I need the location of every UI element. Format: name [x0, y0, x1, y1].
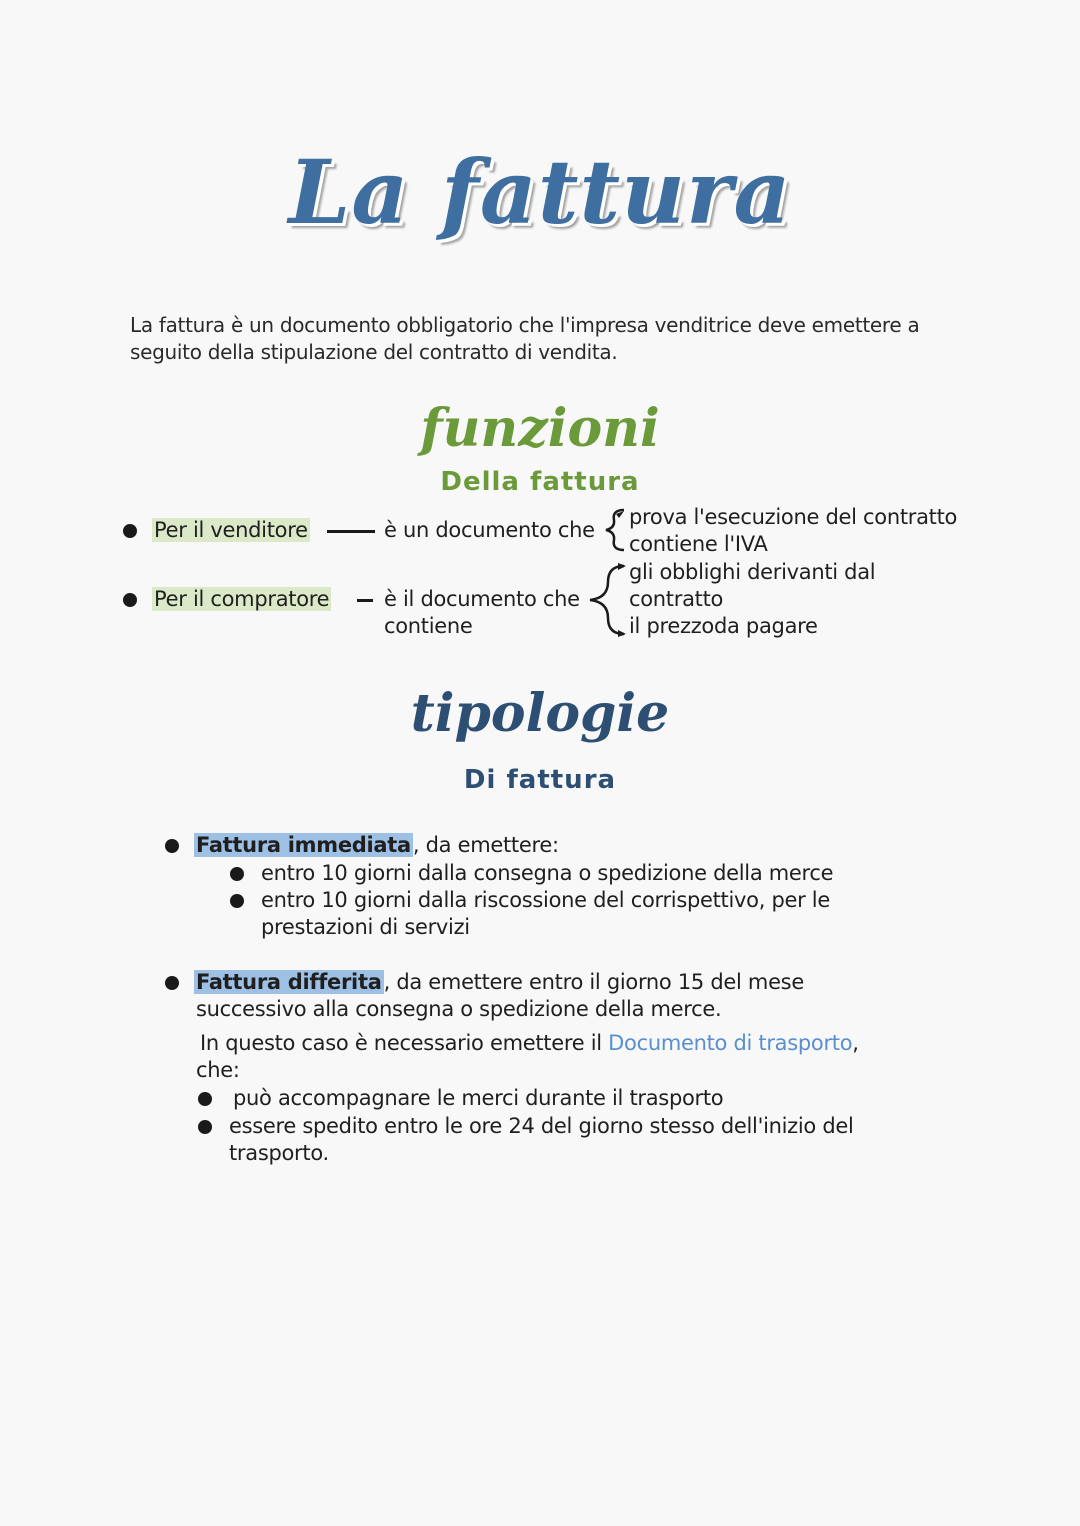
differita-line-2: successivo alla consegna o spedizione della merce.	[196, 997, 722, 1021]
immediata-heading: Fattura immediata, da emettere:	[196, 833, 559, 857]
differita-line-4: che:	[196, 1058, 240, 1082]
venditore-connector: è un documento che	[384, 518, 595, 542]
differita-point-2: essere spedito entro le ore 24 del giorno stesso dell'inizio del	[229, 1114, 854, 1138]
page-title: La fattura	[288, 140, 792, 244]
compratore-connector-line	[357, 599, 373, 602]
bullet-differita-1	[198, 1092, 212, 1106]
venditore-connector-line	[327, 530, 375, 533]
venditore-item-1: prova l'esecuzione del contratto	[629, 505, 958, 529]
intro-paragraph: La fattura è un documento obbligatorio che l'impresa venditrice deve emettere a seguito della stipulazione del contratto di vendita.	[130, 313, 920, 364]
compratore-label: Per il compratore	[154, 587, 330, 611]
documento-di-trasporto-text: Documento di trasporto	[608, 1031, 853, 1055]
venditore-label: Per il venditore	[154, 518, 308, 542]
bullet-immediata	[165, 839, 179, 853]
compratore-connector-2: contiene	[384, 614, 473, 638]
funzioni-heading: funzioni	[420, 398, 660, 459]
compratore-item-1: gli obblighi derivanti dal	[629, 560, 876, 584]
funzioni-subheading: Della fattura	[440, 467, 640, 497]
immediata-point-1: entro 10 giorni dalla consegna o spedizione della merce	[261, 861, 834, 885]
bullet-differita	[165, 976, 179, 990]
compratore-brace	[586, 562, 628, 638]
differita-heading: Fattura differita, da emettere entro il giorno 15 del mese	[196, 970, 804, 994]
compratore-item-2: il prezzoda pagare	[629, 614, 818, 638]
venditore-item-2: contiene l'IVA	[629, 532, 768, 556]
bullet-immediata-1	[230, 867, 244, 881]
tipologie-heading: tipologie	[410, 683, 670, 744]
differita-point-1: può accompagnare le merci durante il trasporto	[233, 1086, 724, 1110]
compratore-connector-1: è il documento che	[384, 587, 580, 611]
bullet-immediata-2	[230, 894, 244, 908]
differita-point-2-cont: trasporto.	[229, 1141, 329, 1165]
compratore-item-1-cont: contratto	[629, 587, 724, 611]
venditore-brace	[602, 508, 628, 552]
bullet-compratore	[123, 593, 137, 607]
bullet-venditore	[123, 524, 137, 538]
immediata-point-2: entro 10 giorni dalla riscossione del corrispettivo, per le	[261, 888, 830, 912]
tipologie-subheading: Di fattura	[463, 765, 617, 795]
immediata-point-2-cont: prestazioni di servizi	[261, 915, 470, 939]
differita-line-3: In questo caso è necessario emettere il Documento di trasporto,	[200, 1031, 859, 1055]
bullet-differita-2	[198, 1120, 212, 1134]
